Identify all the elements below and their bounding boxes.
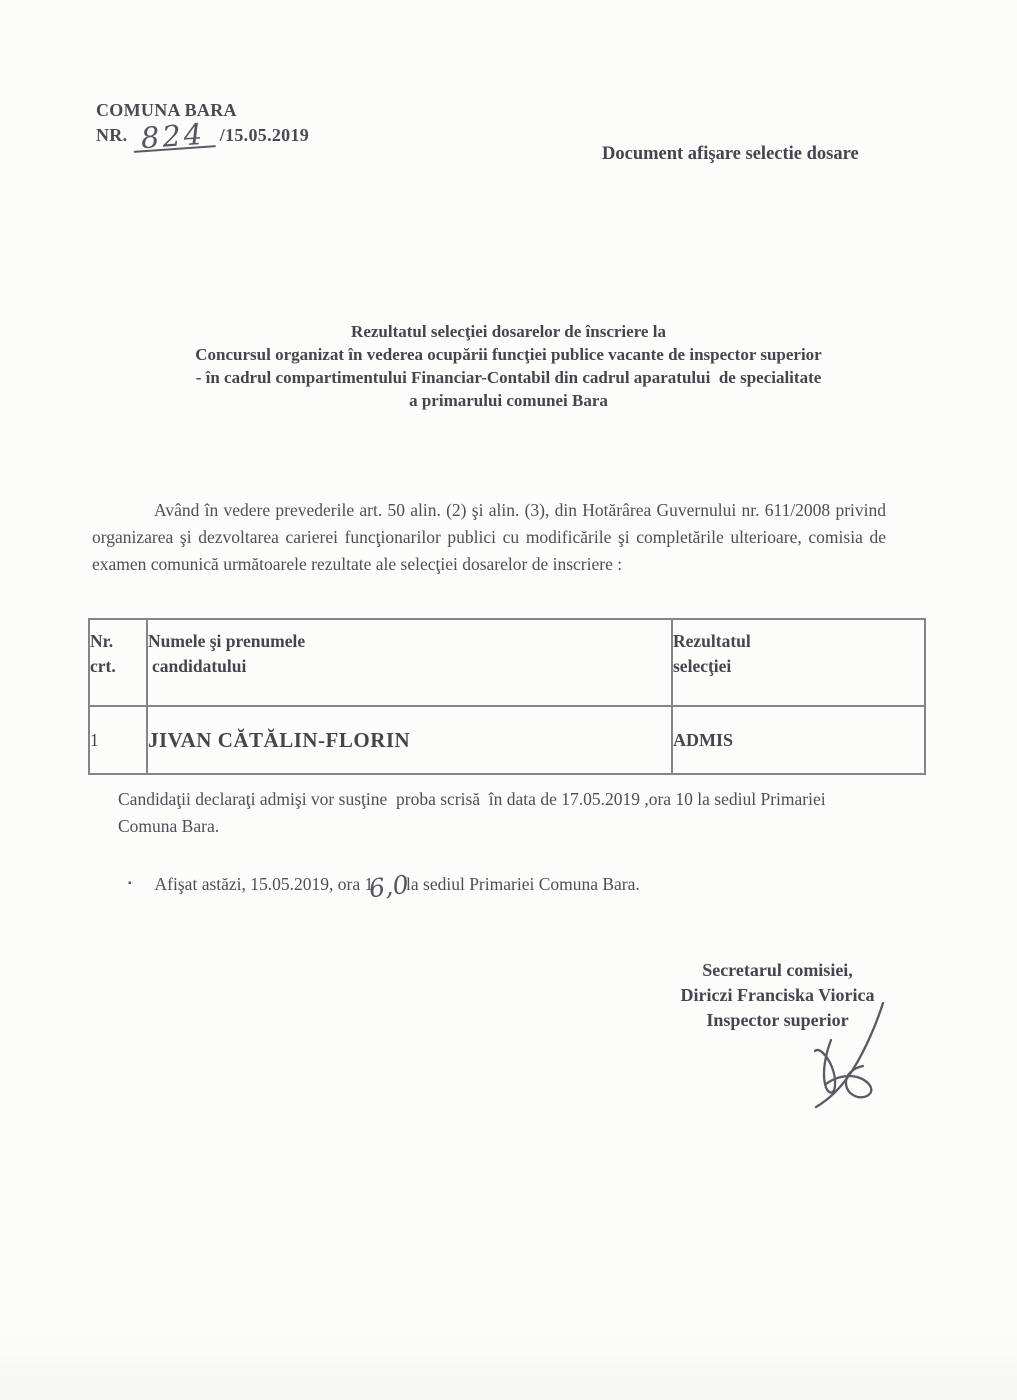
- handwritten-time: 6,0: [367, 869, 411, 904]
- header-result-line2: selecţiei: [673, 656, 732, 676]
- header-result: [672, 619, 925, 706]
- handwritten-signature: [778, 994, 900, 1114]
- handwritten-reg-number: 824: [133, 123, 217, 153]
- document-type-label: Document afişare selectie dosare: [602, 144, 859, 164]
- header-nr-crt: [89, 619, 147, 706]
- letterhead: [96, 98, 310, 156]
- posted-text-before: Afişat astăzi, 15.05.2019, ora 1: [154, 874, 374, 894]
- header-result-line1: Rezultatul: [673, 631, 751, 651]
- title-line-3: - în cadrul compartimentului Financiar-Contabil din cadrul aparatului de specialitate: [195, 368, 822, 387]
- bullet-icon: ▪: [128, 878, 132, 889]
- signature-stroke-loop: [815, 1040, 835, 1093]
- result-cell: ADMIS: [672, 706, 925, 774]
- header-nr-line1: Nr.: [90, 631, 114, 651]
- header-name-line2: candidatului: [152, 656, 247, 676]
- posted-text-after: la sediul Primariei Comuna Bara.: [406, 874, 640, 894]
- header-name-line1: Numele şi prenumele: [148, 631, 306, 651]
- document-title: [0, 320, 1017, 412]
- header-nr-line2: crt.: [90, 656, 116, 676]
- signature-role: Secretarul comisiei,: [702, 960, 853, 980]
- signature-title: Inspector superior: [706, 1010, 849, 1030]
- reg-prefix: NR.: [96, 125, 128, 145]
- scan-edge-shading: [0, 1330, 1017, 1400]
- org-name: COMUNA BARA: [96, 100, 237, 120]
- table-header-row: [89, 619, 925, 706]
- candidate-name-cell: JIVAN CĂTĂLIN-FLORIN: [147, 706, 672, 774]
- title-line-4: a primarului comunei Bara: [409, 391, 608, 410]
- intro-paragraph: Având în vedere prevederile art. 50 alin. (2) şi alin. (3), din Hotărârea Guvernului nr. 611/2008 privind organizarea şi dezvoltarea carierei funcţionarilor publici cu modificările şi completările ulterioare, comisia de examen comunică următoarele rezultate ale selecţiei dosarelor de inscriere :: [92, 500, 886, 574]
- header-candidate-name: [147, 619, 672, 706]
- exam-note-paragraph: Candidaţii declaraţi admişi vor susţine proba scrisă în data de 17.05.2019 ,ora 10 la sediul Primariei Comuna Bara.: [118, 789, 830, 836]
- signature-name: Diriczi Franciska Viorica: [680, 985, 875, 1005]
- title-line-2: Concursul organizat în vederea ocupării funcţiei publice vacante de inspector superior: [195, 345, 822, 364]
- posted-line: [128, 869, 640, 904]
- row-number-cell: 1: [89, 706, 147, 774]
- reg-date: /15.05.2019: [219, 125, 310, 145]
- registration-line: [96, 116, 310, 156]
- results-table: [88, 618, 926, 775]
- title-line-1: Rezultatul selecţiei dosarelor de înscriere la: [351, 322, 666, 341]
- table-row: [89, 706, 925, 774]
